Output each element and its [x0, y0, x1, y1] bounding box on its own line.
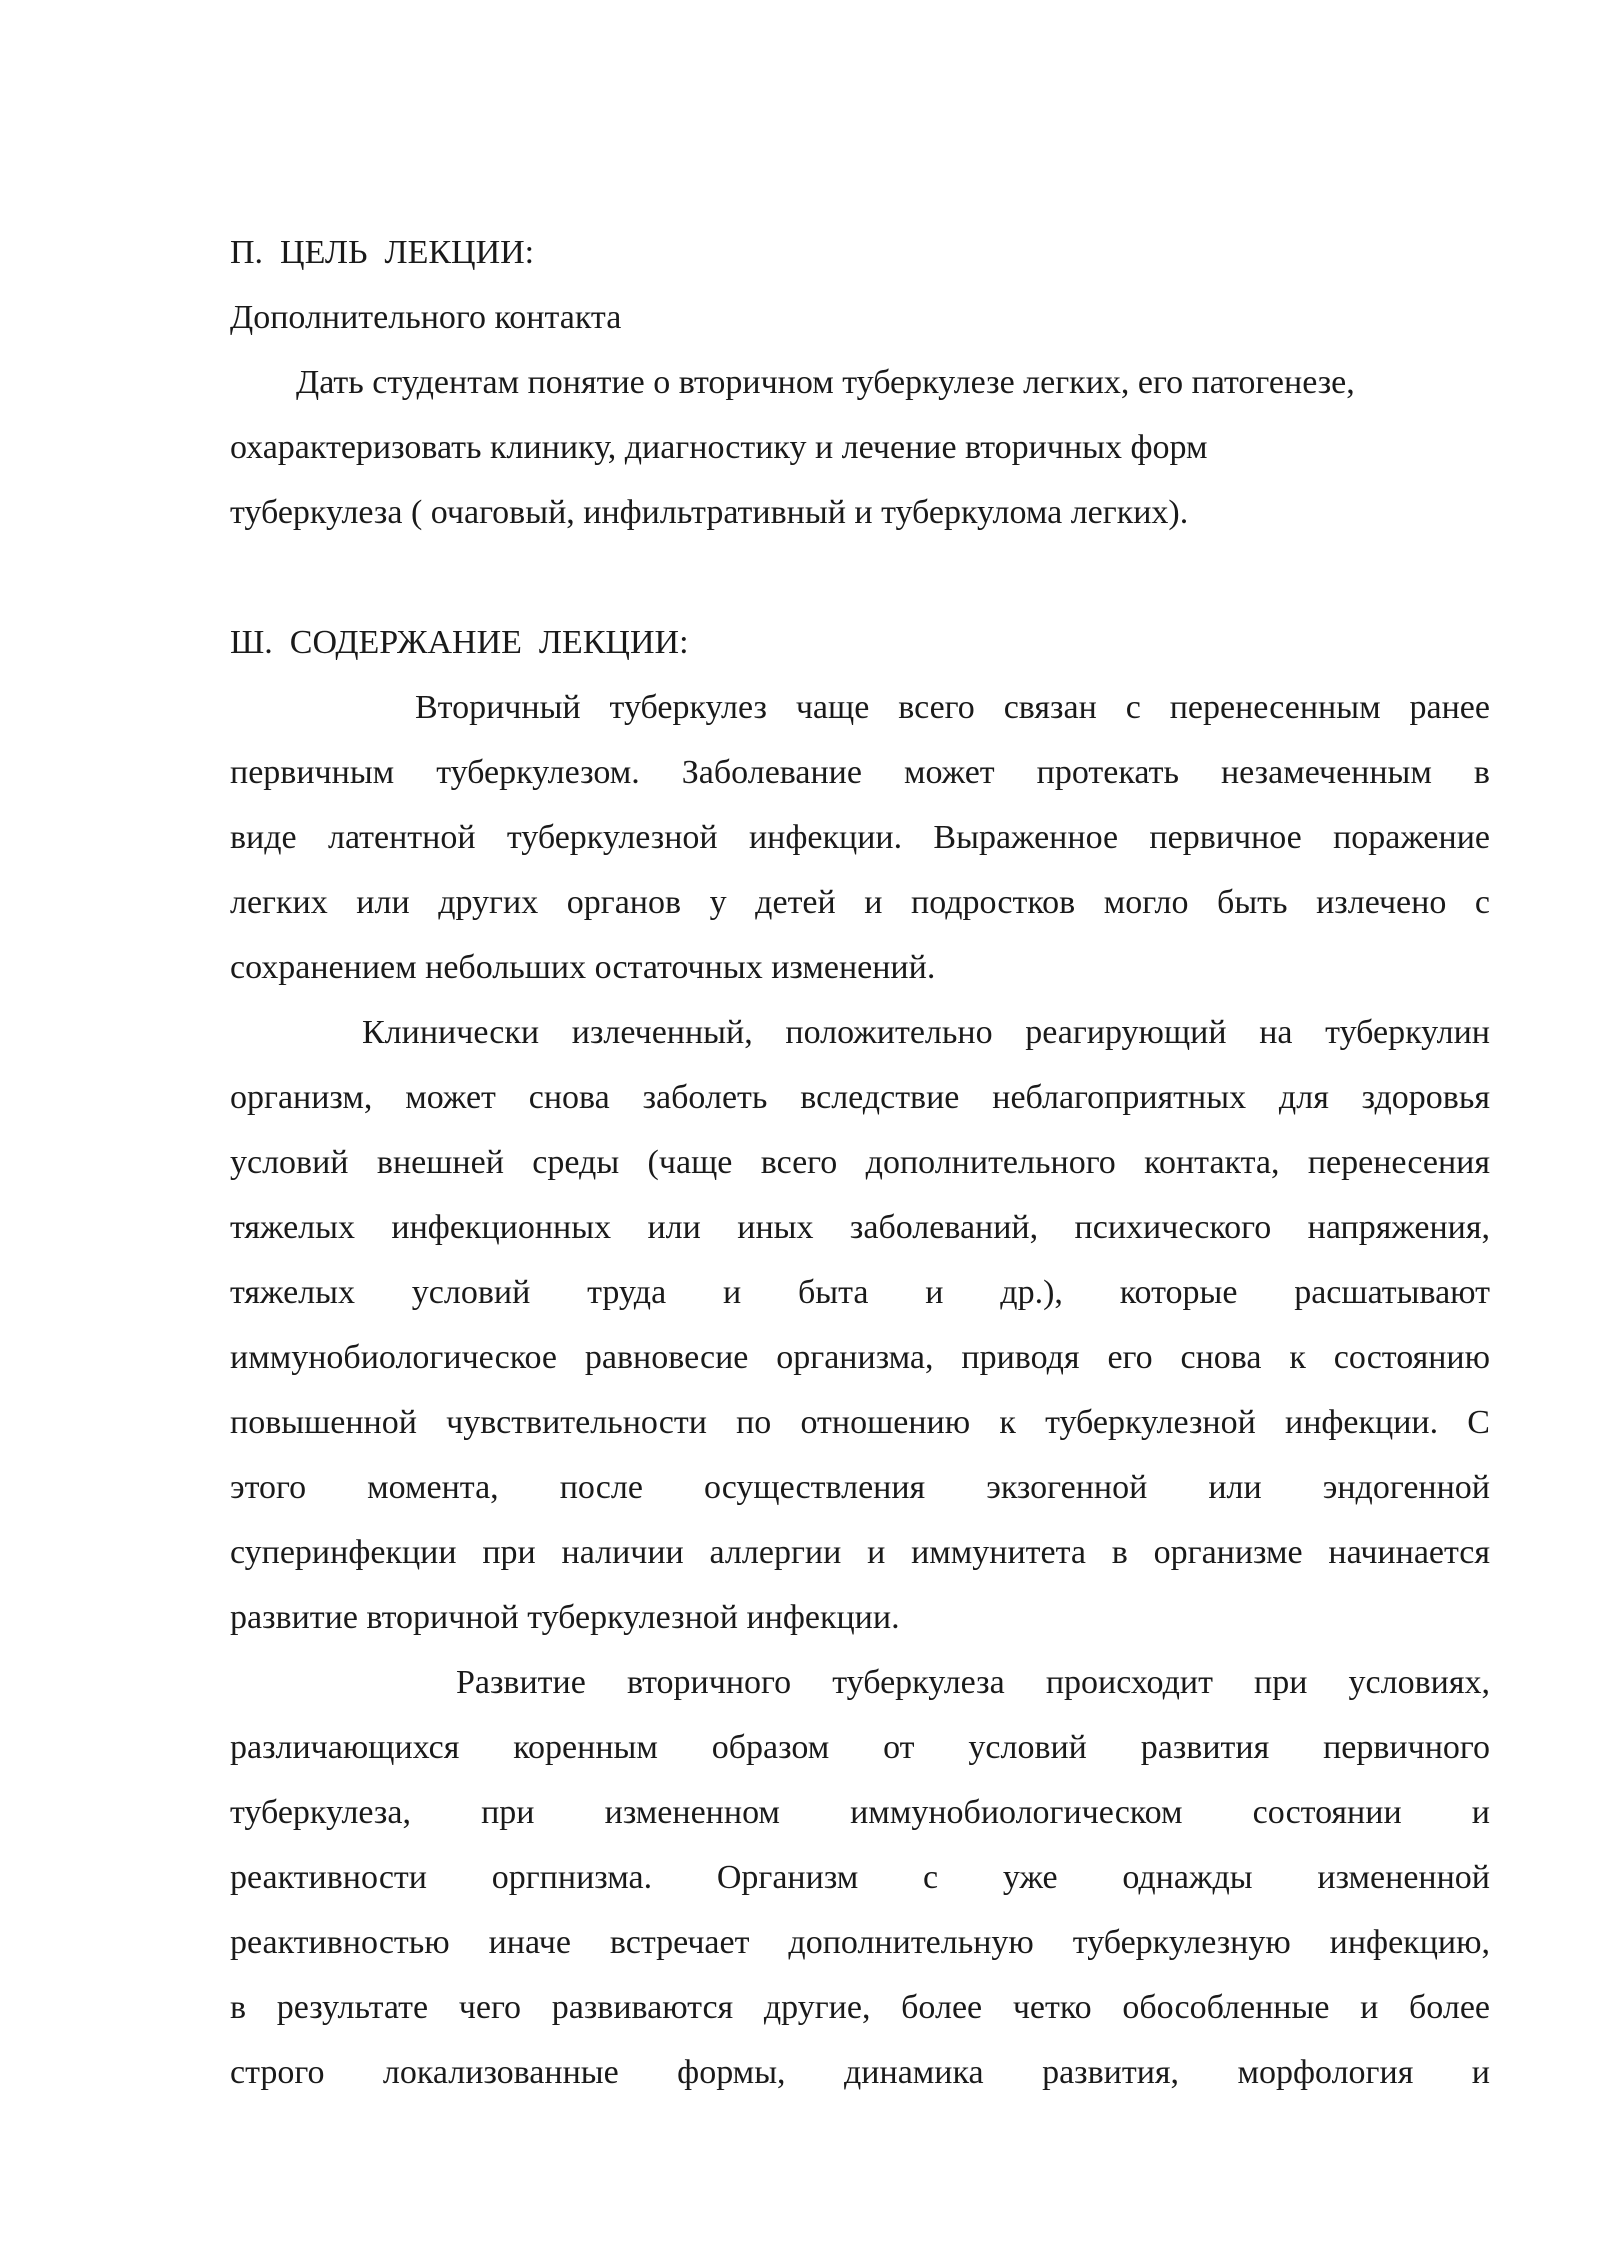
content-paragraph-2 [230, 1000, 1490, 1650]
text-line: Дать студентам понятие о вторичном туберкулезе легких, его патогенезе, [296, 364, 1355, 401]
text-line: Развитие вторичного туберкулеза происходит при условиях, [456, 1664, 1490, 1701]
text-line: тяжелых инфекционных или иных заболеваний, психического напряжения, [230, 1209, 1490, 1246]
text-line: виде латентной туберкулезной инфекции. Выраженное первичное поражение [230, 819, 1490, 856]
text-line: организм, может снова заболеть вследствие неблагоприятных для здоровья [230, 1079, 1490, 1116]
content-paragraph-3 [230, 1650, 1490, 2105]
section-heading-lecture-goal: П. ЦЕЛЬ ЛЕКЦИИ: [230, 234, 535, 271]
text-line: строго локализованные формы, динамика развития, морфология и [230, 2054, 1490, 2091]
text-line: в результате чего развиваются другие, более четко обособленные и более [230, 1989, 1490, 2026]
spacer [230, 545, 1490, 610]
text-line: этого момента, после осуществления экзогенной или эндогенной [230, 1469, 1490, 1506]
text-line: развитие вторичной туберкулезной инфекции. [230, 1599, 900, 1636]
text-line: Вторичный туберкулез чаще всего связан с перенесенным ранее [415, 689, 1490, 726]
text-line: иммунобиологическое равновесие организма, приводя его снова к состоянию [230, 1339, 1490, 1376]
section-subheading: Дополнительного контакта [230, 299, 622, 336]
page-content [230, 220, 1490, 2105]
content-paragraph-1 [230, 675, 1490, 1000]
text-line: первичным туберкулезом. Заболевание может протекать незамеченным в [230, 754, 1490, 791]
section-heading-lecture-content: Ш. СОДЕРЖАНИЕ ЛЕКЦИИ: [230, 624, 689, 661]
text-line: тяжелых условий труда и быта и др.), которые расшатывают [230, 1274, 1490, 1311]
text-line: Клинически излеченный, положительно реагирующий на туберкулин [362, 1014, 1490, 1051]
text-line: реактивности оргпнизма. Организм с уже однажды измененной [230, 1859, 1490, 1896]
text-line: условий внешней среды (чаще всего дополнительного контакта, перенесения [230, 1144, 1490, 1181]
text-line: различающихся коренным образом от условий развития первичного [230, 1729, 1490, 1766]
text-line: повышенной чувствительности по отношению к туберкулезной инфекции. С [230, 1404, 1490, 1441]
text-line: легких или других органов у детей и подростков могло быть излечено с [230, 884, 1490, 921]
text-line: реактивностью иначе встречает дополнительную туберкулезную инфекцию, [230, 1924, 1490, 1961]
text-line: охарактеризовать клинику, диагностику и лечение вторичных форм [230, 429, 1208, 466]
lecture-goal-paragraph [230, 350, 1490, 545]
text-line: туберкулеза, при измененном иммунобиологическом состоянии и [230, 1794, 1490, 1831]
text-line: суперинфекции при наличии аллергии и иммунитета в организме начинается [230, 1534, 1490, 1571]
text-line: сохранением небольших остаточных изменений. [230, 949, 936, 986]
text-line: туберкулеза ( очаговый, инфильтративный и туберкулома легких). [230, 494, 1189, 531]
